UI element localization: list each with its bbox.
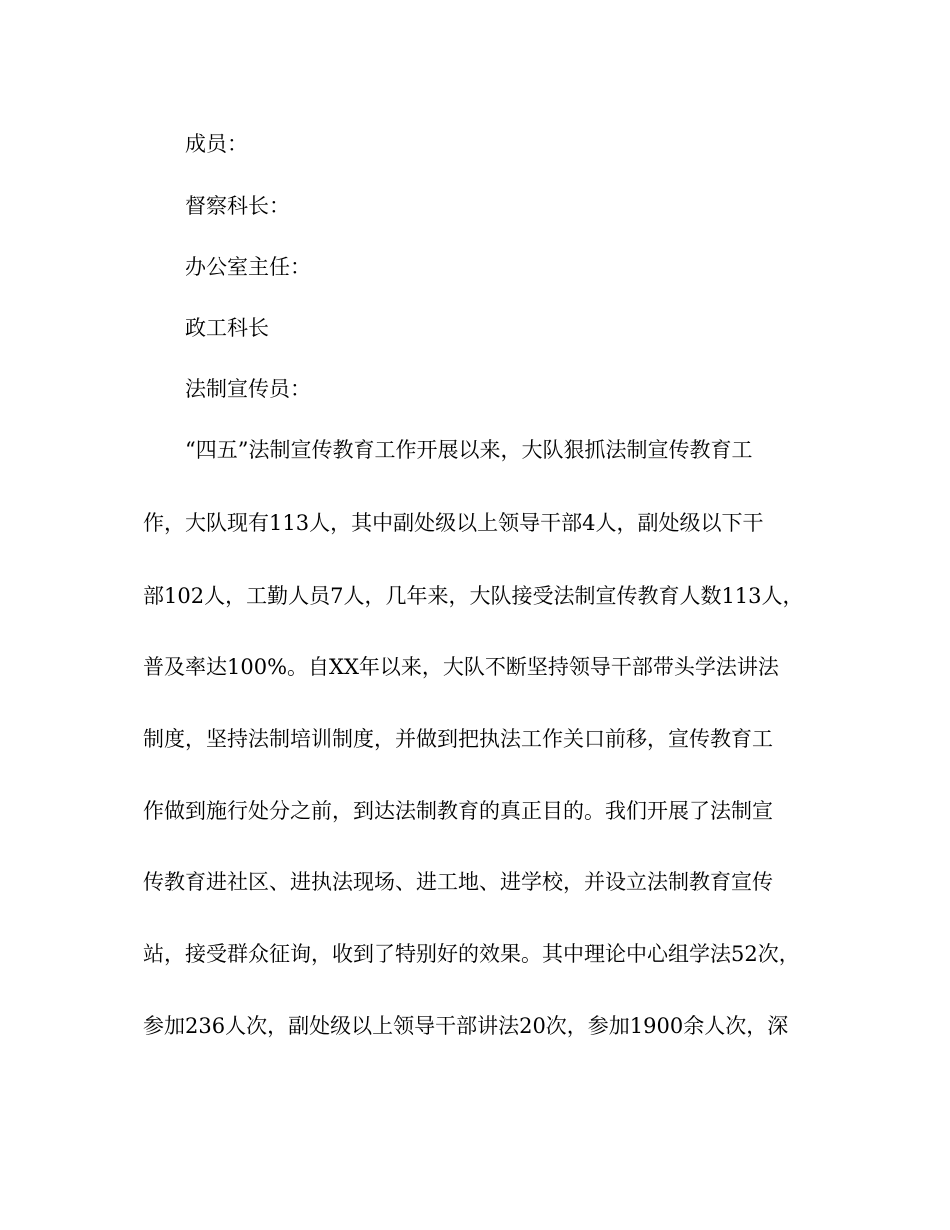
role-legal-publicist: 法制宣传员：: [185, 377, 311, 401]
paragraph-line-3: 部102人，工勤人员7人，几年来，大队接受法制宣传教育人数113人，: [143, 584, 804, 608]
paragraph-line-7: 传教育进社区、进执法现场、进工地、进学校，并设立法制教育宣传: [143, 870, 773, 894]
role-members: 成员：: [185, 132, 248, 156]
paragraph-line-1: “四五”法制宣传教育工作开展以来，大队狠抓法制宣传教育工: [185, 438, 753, 462]
role-inspection-chief: 督察科长：: [185, 194, 290, 218]
role-political-chief: 政工科长: [185, 316, 269, 340]
paragraph-line-8: 站，接受群众征询，收到了特别好的效果。其中理论中心组学法52次，: [143, 942, 800, 966]
paragraph-line-6: 作做到施行处分之前，到达法制教育的真正目的。我们开展了法制宣: [143, 799, 773, 823]
role-office-director: 办公室主任：: [185, 255, 311, 279]
paragraph-line-5: 制度，坚持法制培训制度，并做到把执法工作关口前移，宣传教育工: [143, 727, 773, 751]
paragraph-line-4: 普及率达100%。自XX年以来，大队不断坚持领导干部带头学法讲法: [143, 655, 779, 679]
paragraph-line-9: 参加236人次，副处级以上领导干部讲法20次，参加1900余人次，深: [143, 1014, 789, 1038]
paragraph-line-2: 作，大队现有113人，其中副处级以上领导干部4人，副处级以下干: [143, 511, 764, 535]
